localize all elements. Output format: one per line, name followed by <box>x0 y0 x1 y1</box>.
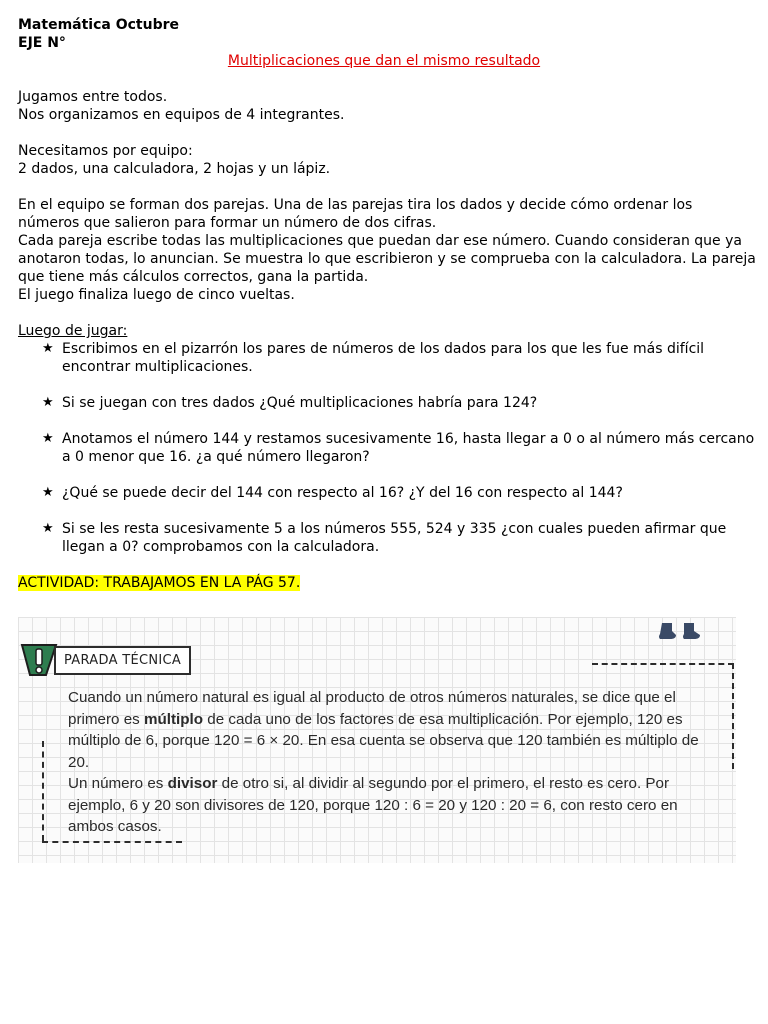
dashed-border-right <box>732 663 734 769</box>
after-game-heading: Luego de jugar: <box>18 323 128 339</box>
term-divisor: divisor <box>167 775 218 792</box>
document <box>18 16 758 592</box>
dashed-border-left <box>42 741 44 841</box>
star-icon: ★ <box>42 395 54 410</box>
panel-header <box>20 643 191 677</box>
list-item: ★ Si se juegan con tres dados ¿Qué multiplicaciones habría para 124? <box>42 395 538 411</box>
dashed-border-bottom <box>42 841 182 843</box>
rules-paragraph-1: En el equipo se forman dos parejas. Una de las parejas tira los dados y decide cómo ordenar los números que salieron para formar un número de dos cifras. <box>18 197 693 231</box>
feet-icon <box>656 621 702 641</box>
task-list <box>18 340 758 556</box>
panel-text-2a: Un número es <box>68 775 168 792</box>
page-subtitle: Multiplicaciones que dan el mismo resultado <box>227 53 541 69</box>
textbook-panel <box>18 617 736 863</box>
rules-paragraph-2: Cada pareja escribe todas las multiplicaciones que puedan dar ese número. Cuando consideran que ya anotaron todas, lo anuncian. Se muestra lo que escribieron y se comprueba con la calculadora. La pareja que tiene más cálculos correctos, gana la partida. <box>18 233 756 285</box>
list-item: ★ ¿Qué se puede decir del 144 con respecto al 16? ¿Y del 16 con respecto al 144? <box>42 485 623 501</box>
rules-paragraph-3: El juego finaliza luego de cinco vueltas. <box>18 287 295 303</box>
panel-text-2c: de otro si, al dividir al segundo por el primero, el resto es cero. Por ejemplo, 6 y 20 son divisores de 120, porque 120 : 6 = 20 y 120 : 20 = 6, con resto cero en ambos casos. <box>68 775 678 835</box>
panel-text-1c: de cada uno de los factores de esa multiplicación. Por ejemplo, 120 es múltiplo de 6, porque 120 = 6 × 20. En esa cuenta se observa que 120 también es múltiplo de 20. <box>68 710 699 771</box>
exclamation-badge-icon <box>20 641 58 679</box>
dashed-border-top <box>592 663 734 665</box>
page-title: Matemática Octubre <box>18 17 179 33</box>
intro-line-2: Nos organizamos en equipos de 4 integrantes. <box>18 107 345 123</box>
panel-text-1a: Cuando un número natural es igual al producto de otros números naturales, se dice que el primero es <box>68 689 676 728</box>
materials-heading: Necesitamos por equipo: <box>18 143 193 159</box>
list-item: ★ Si se les resta sucesivamente 5 a los números 555, 524 y 335 ¿con cuales pueden afirmar que llegan a 0? comprobamos con la calculadora. <box>42 521 727 555</box>
activity-highlight: ACTIVIDAD: TRABAJAMOS EN LA PÁG 57. <box>18 575 301 591</box>
panel-label: PARADA TÉCNICA <box>54 646 191 675</box>
list-item: ★ Escribimos en el pizarrón los pares de números de los dados para los que les fue más difícil encontrar multiplicaciones. <box>42 341 705 375</box>
materials-list: 2 dados, una calculadora, 2 hojas y un lápiz. <box>18 161 331 177</box>
axis-number: EJE N° <box>18 35 66 51</box>
list-item: ★ Anotamos el número 144 y restamos sucesivamente 16, hasta llegar a 0 o al número más cercano a 0 menor que 16. ¿a qué número llegaron? <box>42 431 755 465</box>
intro-line-1: Jugamos entre todos. <box>18 89 168 105</box>
panel-body <box>68 687 718 838</box>
star-icon: ★ <box>42 521 54 536</box>
star-icon: ★ <box>42 341 54 356</box>
star-icon: ★ <box>42 485 54 500</box>
star-icon: ★ <box>42 431 54 446</box>
term-multiplo: múltiplo <box>143 710 204 728</box>
